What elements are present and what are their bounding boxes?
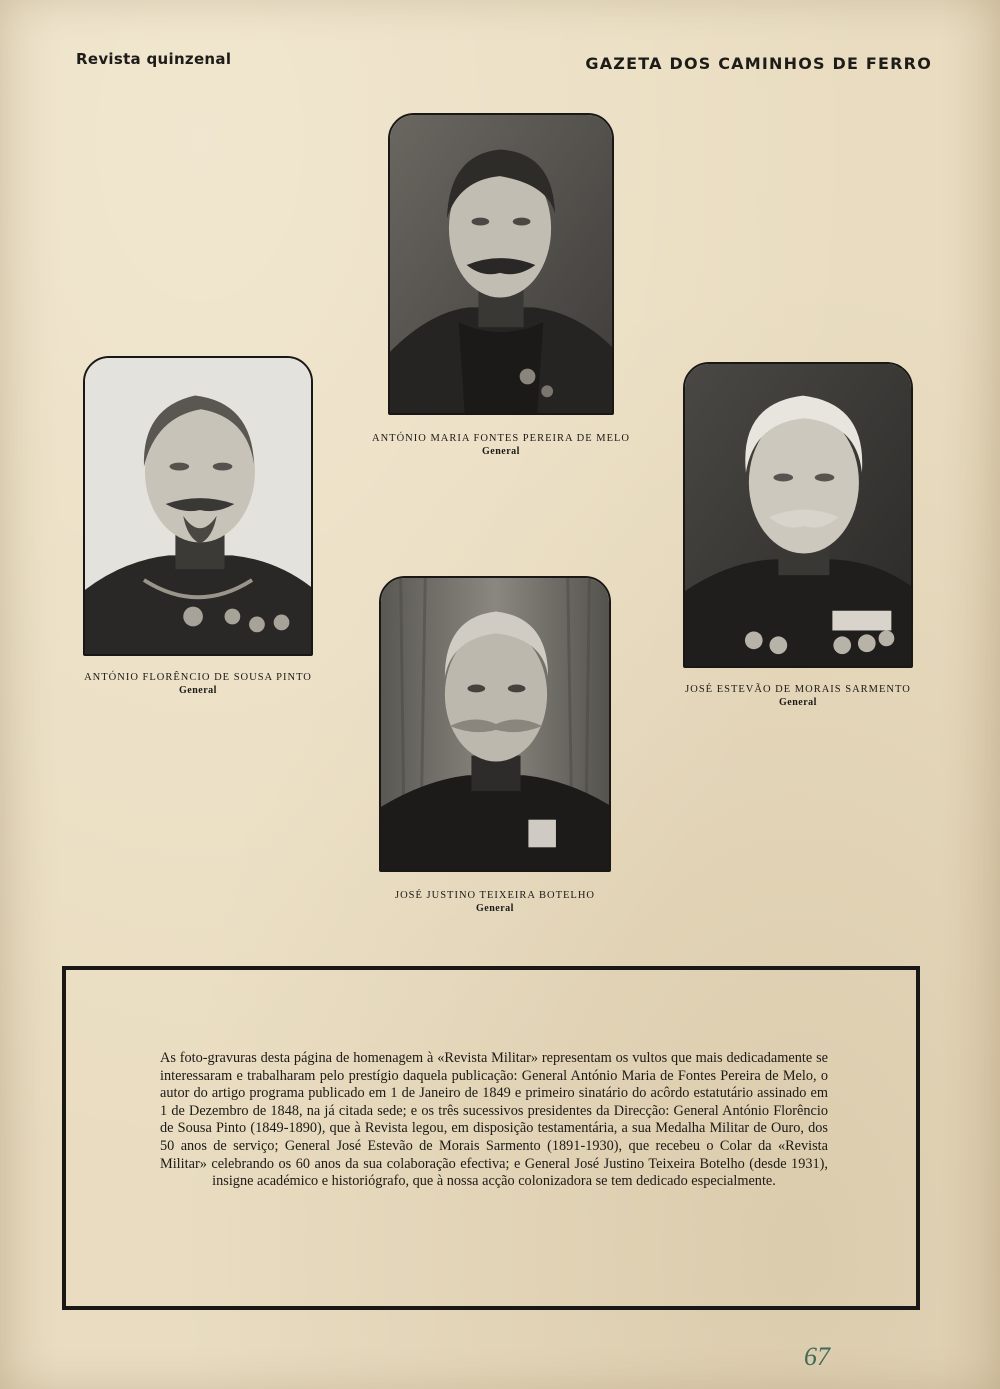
portrait-name: JOSÉ ESTEVÃO DE MORAIS SARMENTO [685, 684, 911, 695]
portrait-caption [53, 672, 343, 696]
portrait-caption [663, 684, 933, 708]
header-magazine-title: GAZETA DOS CAMINHOS DE FERRO [585, 54, 932, 73]
portrait-name: ANTÓNIO MARIA FONTES PEREIRA DE MELO [372, 433, 630, 444]
tribute-text-box [62, 966, 920, 1310]
portrait-photo [83, 356, 313, 656]
page-number: 67 [804, 1342, 830, 1371]
portrait-name: JOSÉ JUSTINO TEIXEIRA BOTELHO [394, 890, 595, 901]
header-publication-frequency: Revista quinzenal [76, 50, 232, 68]
portrait-florencio-de-sousa-pinto [83, 356, 313, 701]
portrait-rank: General [179, 685, 217, 696]
portrait-fontes-pereira-de-melo [372, 113, 630, 463]
portrait-rank: General [779, 697, 817, 708]
portrait-estevao-de-morais-sarmento [683, 362, 913, 712]
portrait-caption [348, 433, 654, 457]
portrait-name: ANTÓNIO FLORÊNCIO DE SOUSA PINTO [84, 672, 312, 683]
portrait-justino-teixeira-botelho [379, 576, 611, 921]
portrait-photo [683, 362, 913, 668]
portrait-caption [359, 890, 631, 914]
tribute-paragraph: As foto-gravuras desta página de homenagem à «Revista Militar» representam os vultos que mais dedicadamente se interessaram e trabalharam pelo prestígio daquela publicação: General António Maria de Fontes Pereira de Melo, o autor do artigo programa publicado em 1 de Janeiro de 1849 e primeiro sinatário do acôrdo estatutário assinado em 1 de Dezembro de 1848, na já citada sede; e os três sucessivos presidentes da Direcção: General António Florêncio de Sousa Pinto (1849-1890), que à Revista legou, em disposição testamentária, a sua Medalha Militar de Ouro, dos 50 anos de serviço; General José Estevão de Morais Sarmento (1891-1930), que recebeu o Colar da «Revista Militar» celebrando os 60 anos da sua colaboração efectiva; e General José Justino Teixeira Botelho (desde 1931), insigne académico e historiógrafo, que à nossa acção colonizadora se tem dedicado especialmente. [160, 1050, 828, 1190]
portrait-photo [379, 576, 611, 872]
portrait-rank: General [482, 446, 520, 457]
portrait-photo [388, 113, 614, 415]
portrait-rank: General [476, 903, 514, 914]
